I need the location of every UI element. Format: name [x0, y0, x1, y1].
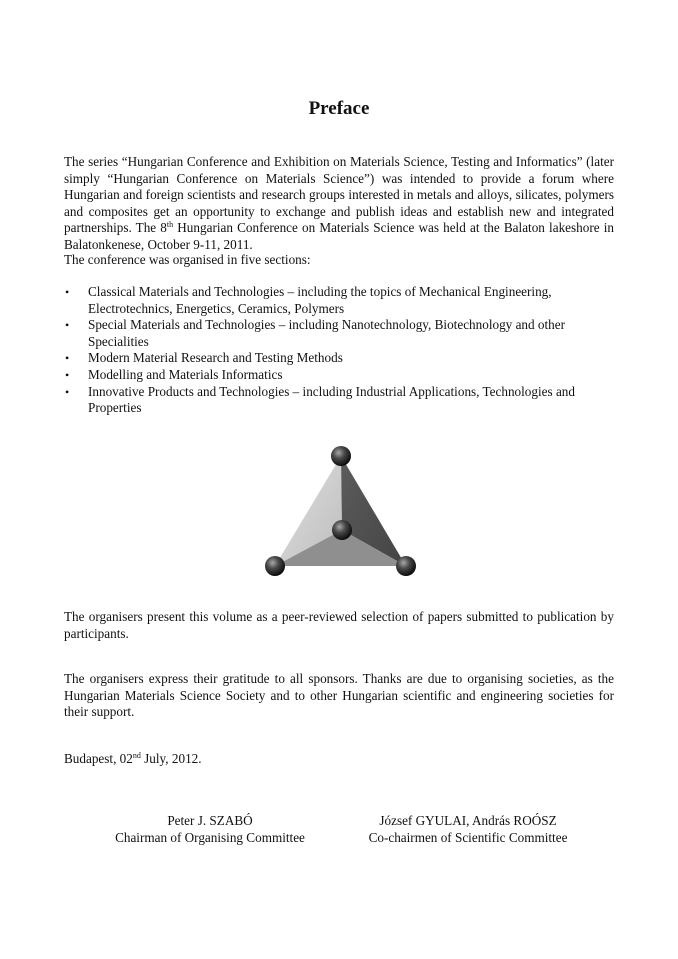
- sections-intro: The conference was organised in five sections:: [64, 252, 311, 267]
- signature-name: Peter J. SZABÓ: [167, 813, 253, 828]
- signature-role: Chairman of Organising Committee: [115, 830, 305, 845]
- section-label: Special Materials and Technologies – including Nanotechnology, Biotechnology and other Specialities: [88, 317, 566, 349]
- date-text-2: July, 2012.: [140, 751, 202, 766]
- bullet-icon: •: [65, 384, 70, 399]
- sections-list: [64, 284, 614, 417]
- bullet-icon: •: [65, 351, 70, 366]
- tetrahedron-logo-icon: [260, 444, 420, 580]
- list-item: [64, 350, 614, 367]
- intro-text-2: Hungarian Conference on Materials Science was held at the Balaton lakeshore in Balatonkenese, October 9-11, 2011.: [64, 220, 614, 252]
- section-label: Modelling and Materials Informatics: [88, 366, 283, 382]
- page-title: Preface: [308, 98, 370, 119]
- date-line: [64, 751, 614, 768]
- signature-name: József GYULAI, András ROÓSZ: [379, 813, 557, 828]
- signature-role: Co-chairmen of Scientific Committee: [368, 830, 568, 845]
- gratitude-paragraph: The organisers express their gratitude to all sponsors. Thanks are due to organising societies, as the Hungarian Materials Science Society and to other Hungarian scientific and engineering societies for their support.: [64, 671, 614, 720]
- section-label: Modern Material Research and Testing Methods: [88, 350, 343, 366]
- bullet-icon: •: [65, 285, 70, 299]
- bullet-icon: •: [65, 367, 70, 382]
- volume-note: The organisers present this volume as a peer-reviewed selection of papers submitted to publication by participants.: [64, 609, 614, 641]
- date-text-1: Budapest, 02: [64, 751, 133, 766]
- signature-scientific: [350, 812, 586, 846]
- list-item: [64, 384, 614, 417]
- list-item: [64, 367, 614, 384]
- section-label: Innovative Products and Technologies – including Industrial Applications, Technologies and Properties: [88, 383, 575, 416]
- list-item: [64, 284, 614, 317]
- date-ordinal-suffix: nd: [132, 751, 141, 760]
- list-item: [64, 317, 614, 350]
- bullet-icon: •: [65, 318, 70, 333]
- intro-paragraph: [64, 154, 614, 254]
- section-label: Classical Materials and Technologies – including the topics of Mechanical Engineering, Electrotechnics, Energetics, Ceramics, Polymers: [88, 284, 552, 316]
- ordinal-suffix: th: [166, 220, 174, 230]
- intro-text-1: The series “Hungarian Conference and Exhibition on Materials Science, Testing and Informatics” (later simply “Hungarian Conference on Materials Science”) was intended to provide a forum where Hungarian and foreign scientists and research groups interested in metals and alloys, silicates, polymers and composites get an opportunity to exchange and publish ideas and establish new and integrated partnerships. The 8: [64, 154, 614, 236]
- signature-organising: [100, 812, 320, 846]
